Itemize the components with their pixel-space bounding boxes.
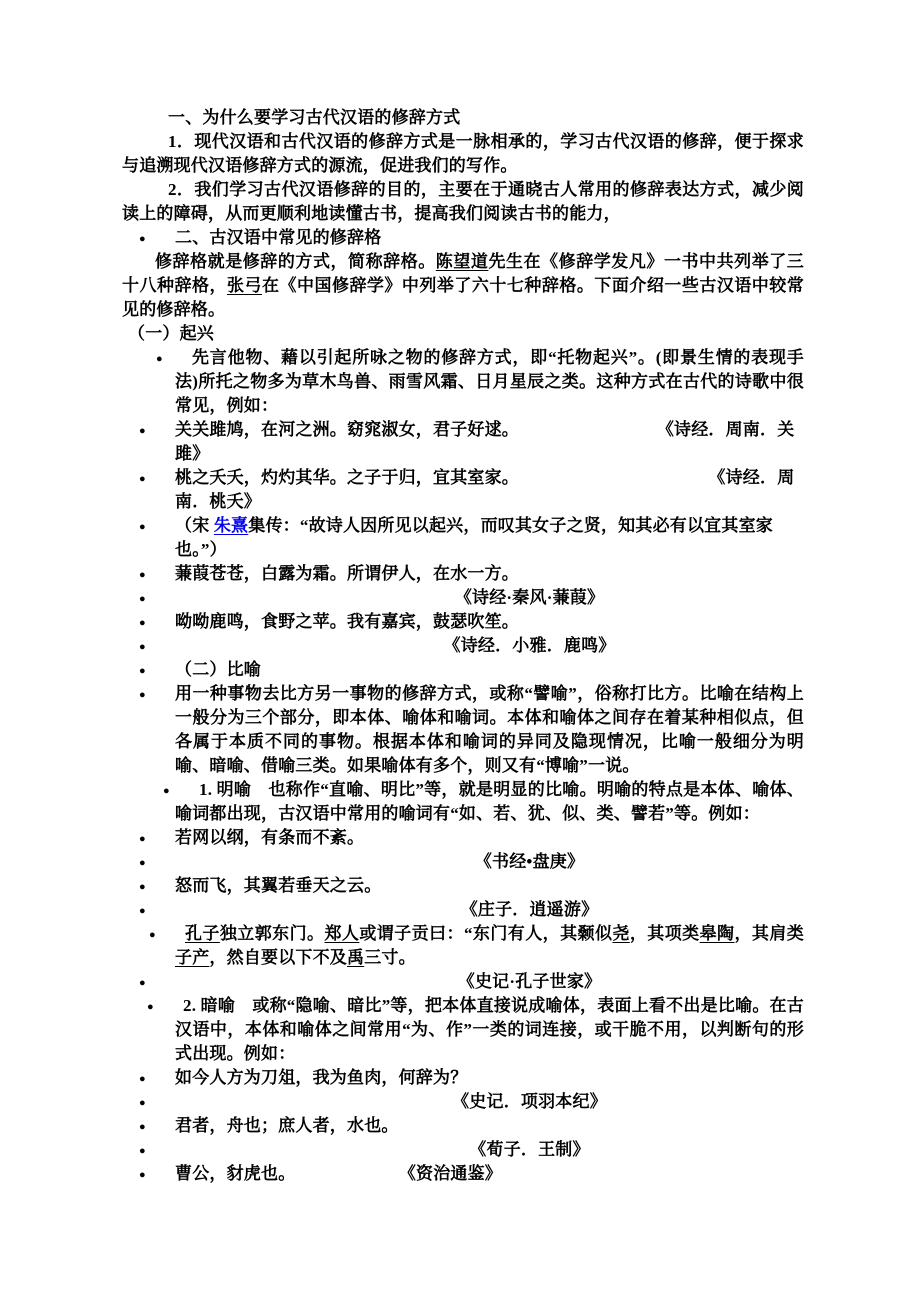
citation-line <box>122 1138 804 1162</box>
hyperlink[interactable]: 朱熹 <box>213 516 249 535</box>
bullet-icon: ● <box>139 569 146 581</box>
paragraph <box>122 178 804 226</box>
bullet-icon: ● <box>139 593 146 605</box>
text-run: 若网以纲，有条而不紊。 <box>175 828 365 847</box>
quote-line <box>122 1114 804 1138</box>
text-run: 桃之夭夭，灼灼其华。之子于归，宜其室家。 <box>175 468 511 487</box>
quote-line <box>122 874 804 898</box>
text-run: 修辞格就是修辞的方式，简称辞格。 <box>155 252 436 271</box>
text-run: ，然自要以下不及 <box>209 948 348 967</box>
text-run: 用一种事物去比方另一事物的修辞方式，或称“譬喻”，俗称打比方。比喻在结构上一般分为三个部分，即本体、喻体和喻词。本体和喻体之间存在着某种相似点，但各属于本质不同的事物。根据本体和喻词的异同及隐现情况，比喻一般细分为明喻、暗喻、借喻三类。如果喻体有多个，则又有“博喻”一说。 <box>175 684 804 775</box>
citation-line <box>122 586 804 610</box>
bullet-icon: ● <box>149 929 156 941</box>
citation-line <box>122 1090 804 1114</box>
text-run: 关关雎鸠，在河之洲。窈窕淑女，君子好逑。 <box>175 420 511 439</box>
text-run: 《书经•盘庚》 <box>474 852 585 871</box>
bullet-icon: ● <box>147 1001 154 1013</box>
text-run: 《荀子．王制》 <box>469 1140 590 1159</box>
bullet-item <box>122 778 804 826</box>
text-run: 一、为什么要学习古代汉语的修辞方式 <box>168 108 461 127</box>
text-run: 在《中国修辞学》中列举了六十七种辞格。下面介绍一些古汉语中较常见的修辞格。 <box>122 276 804 319</box>
bullet-icon: ● <box>139 641 146 653</box>
bullet-icon: ● <box>139 881 146 893</box>
bullet-icon: ● <box>139 857 146 869</box>
text-run: 呦呦鹿鸣，食野之苹。我有嘉宾，鼓瑟吹笙。 <box>175 612 519 631</box>
text-run: 曹公，豺虎也。 <box>175 1164 287 1183</box>
bullet-item <box>122 994 804 1066</box>
text-run: 独立郭东门。 <box>219 924 325 943</box>
text-run: （一）起兴 <box>128 324 214 343</box>
text-run: 蒹葭苍苍，白露为霜。所谓伊人，在水一方。 <box>175 564 519 583</box>
text-run: 怒而飞，其翼若垂天之云。 <box>175 876 382 895</box>
text-run: 2．我们学习古代汉语修辞的目的，主要在于通晓古人常用的修辞表达方式，减少阅读上的障碍，从而更顺利地读懂古书，提高我们阅读古书的能力， <box>122 180 804 223</box>
paragraph <box>122 130 804 178</box>
citation-line <box>122 970 804 994</box>
tab-spacer <box>287 1164 407 1183</box>
text-run: 《诗经．周南．桃夭》 <box>175 468 795 511</box>
paragraph <box>122 322 804 346</box>
underlined-name: 尧 <box>612 924 630 943</box>
paragraph <box>122 106 804 130</box>
quote-line <box>122 418 804 466</box>
text-run: （二）比喻 <box>175 660 261 679</box>
quote-line <box>122 1066 804 1090</box>
tab-spacer <box>511 468 717 487</box>
underlined-name: 张弓 <box>226 276 262 295</box>
bullet-icon: ● <box>139 1145 146 1157</box>
text-run: 先生在《修辞学发凡》一书中共列举了三十八种辞格， <box>122 252 804 295</box>
bullet-item <box>122 922 804 970</box>
underlined-name: 郑人 <box>324 924 360 943</box>
citation-line <box>122 634 804 658</box>
text-run: 《史记．项羽本纪》 <box>452 1092 607 1111</box>
text-run: 《庄子．逍遥游》 <box>460 900 599 919</box>
underlined-name: 禹 <box>347 948 365 967</box>
bullet-icon: ● <box>139 833 146 845</box>
bullet-item <box>122 658 804 682</box>
quote-line <box>122 514 804 562</box>
document-content <box>122 106 804 1186</box>
quote-line <box>122 610 804 634</box>
text-run: 1．现代汉语和古代汉语的修辞方式是一脉相承的，学习古代汉语的修辞，便于探求与追溯现代汉语修辞方式的源流，促进我们的写作。 <box>122 132 804 175</box>
text-run: 三寸。 <box>364 948 416 967</box>
text-run: 君者，舟也；庶人者，水也。 <box>175 1116 399 1135</box>
text-run: ，其肩类 <box>734 924 804 943</box>
underlined-name: 子产 <box>175 948 210 967</box>
quote-line <box>122 466 804 514</box>
underlined-name: 陈望道 <box>435 252 489 271</box>
text-run: 1. 明喻 也称作“直喻、明比”等，就是明显的比喻。明喻的特点是本体、喻体、喻词都出现，古汉语中常用的喻词有“如、若、犹、似、类、譬若”等。例如： <box>175 780 804 823</box>
bullet-item <box>122 682 804 778</box>
bullet-icon: ● <box>139 905 146 917</box>
bullet-icon: ● <box>139 233 146 245</box>
quote-line <box>122 562 804 586</box>
bullet-icon: ● <box>139 665 146 677</box>
text-run: 《诗经·秦风·蒹葭》 <box>454 588 605 607</box>
bullet-icon: ● <box>139 425 146 437</box>
text-run: 《史记·孔子世家》 <box>457 972 602 991</box>
paragraph <box>122 250 804 322</box>
bullet-item <box>122 226 804 250</box>
bullet-icon: ● <box>139 521 146 533</box>
text-run: ，其项类 <box>629 924 700 943</box>
text-run: 先言他物、藉以引起所咏之物的修辞方式，即“托物起兴”。(即景生情的表现手法)所托之物多为草木鸟兽、雨雪风霜、日月星辰之类。这种方式在古代的诗歌中很常见，例如： <box>175 348 804 415</box>
bullet-icon: ● <box>139 1073 146 1085</box>
bullet-icon: ● <box>139 689 146 701</box>
underlined-name: 皋陶 <box>699 924 735 943</box>
bullet-icon: ● <box>139 473 146 485</box>
quote-line <box>122 1162 804 1186</box>
citation-line <box>122 850 804 874</box>
underlined-name: 孔子 <box>185 924 220 943</box>
text-run: 2. 暗喻 或称“隐喻、暗比”等，把本体直接说成喻体，表面上看不出是比喻。在古汉语中，本体和喻体之间常用“为、作”一类的词连接，或干脆不用，以判断句的形式出现。例如： <box>175 996 804 1063</box>
text-run: 集传：“故诗人因所见以起兴，而叹其女子之贤，知其必有以宜其室家也。”） <box>175 516 773 559</box>
text-run: 如今人方为刀俎，我为鱼肉，何辞为？ <box>175 1068 468 1087</box>
bullet-icon: ● <box>139 1169 146 1181</box>
tab-spacer <box>511 420 666 439</box>
quote-line <box>122 826 804 850</box>
text-run: （宋 <box>175 516 214 535</box>
text-run: 或谓子贡曰：“东门有人，其颡似 <box>359 924 613 943</box>
text-run: 《资治通鉴》 <box>407 1164 503 1183</box>
bullet-icon: ● <box>139 1097 146 1109</box>
bullet-icon: ● <box>139 617 146 629</box>
citation-line <box>122 898 804 922</box>
bullet-icon: ● <box>156 353 163 365</box>
bullet-icon: ● <box>139 977 146 989</box>
bullet-icon: ● <box>139 1121 146 1133</box>
bullet-icon: ● <box>163 785 170 797</box>
bullet-item <box>122 346 804 418</box>
text-run: 《诗经．周南．关雎》 <box>175 420 795 463</box>
text-run: 二、古汉语中常见的修辞格 <box>175 228 382 247</box>
text-run: 《诗经．小雅．鹿鸣》 <box>443 636 616 655</box>
